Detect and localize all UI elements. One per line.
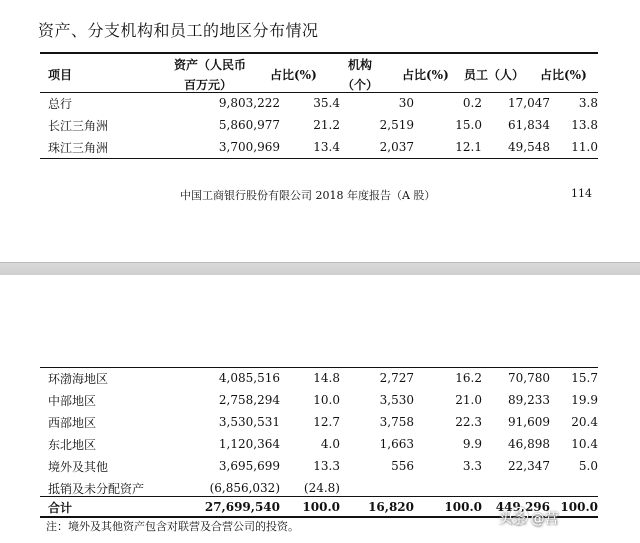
row-employees: 70,780 [508,371,550,385]
row-share2: 3.3 [462,459,482,473]
header-assets-line2: 百万元） [184,78,233,92]
header-branches-line1: 机构 [348,58,373,72]
total-assets: 27,699,540 [204,500,280,514]
row-assets: 2,758,294 [218,393,280,407]
report-footer: 中国工商银行股份有限公司 2018 年度报告（A 股） [180,189,436,202]
row-share3: 10.4 [571,437,598,451]
row-employees: 49,548 [508,140,550,154]
header-share1: 占比(%) [270,68,317,82]
table-row [40,114,598,136]
watermark: 头条 @营 [498,511,559,527]
row-share1: 21.2 [313,118,340,132]
table-top-end-rule [40,158,598,159]
table-top [40,92,598,158]
header-item: 项目 [48,68,73,82]
row-share2: 21.0 [455,393,482,407]
row-assets: 9,803,222 [218,96,280,110]
total-item: 合计 [48,500,73,515]
row-employees: 91,609 [508,415,550,429]
row-employees: 89,233 [508,393,550,407]
row-share2: 0.2 [462,96,482,110]
row-share2: 22.3 [455,415,482,429]
table-top-rule [40,52,598,54]
table-note: 注：境外及其他资产包含对联营及合营公司的投资。 [46,520,299,533]
table-row [40,92,598,114]
row-item: 中部地区 [48,393,97,408]
row-share1: 14.8 [313,371,340,385]
page-number: 114 [571,187,592,200]
row-branches: 2,727 [379,371,414,385]
row-share2: 12.1 [455,140,482,154]
row-share2: 15.0 [455,118,482,132]
table-row [40,433,598,455]
row-item: 珠江三角洲 [48,140,109,155]
table-row [40,367,598,389]
table-bottom [40,367,598,499]
header-assets-line1: 资产（人民币 [174,58,247,72]
row-share1: 10.0 [313,393,340,407]
row-share1: 4.0 [320,437,340,451]
row-share1: 35.4 [313,96,340,110]
table-header [40,56,598,94]
header-employees: 员工（人） [464,68,525,82]
row-share3: 15.7 [571,371,598,385]
row-item: 环渤海地区 [48,371,109,386]
total-employees: 449,296 [495,500,550,514]
row-employees: 61,834 [508,118,550,132]
table-row [40,411,598,433]
row-branches: 30 [398,96,414,110]
row-share3: 13.8 [571,118,598,132]
row-item: 境外及其他 [48,459,109,474]
page-title: 资产、分支机构和员工的地区分布情况 [38,21,319,40]
row-assets: 3,695,699 [218,459,280,473]
row-item: 总行 [48,96,73,111]
row-share3: 3.8 [578,96,598,110]
row-branches: 556 [391,459,414,473]
row-share3: 20.4 [571,415,598,429]
row-item: 东北地区 [48,437,97,452]
row-branches: 2,519 [379,118,414,132]
row-share2: 9.9 [462,437,482,451]
header-share3: 占比(%) [540,68,587,82]
page-top [0,0,640,262]
header-share2: 占比(%) [402,68,449,82]
total-share2: 100.0 [444,500,482,514]
table-row [40,389,598,411]
row-item: 西部地区 [48,415,97,430]
row-share1: (24.8) [303,481,340,495]
row-share3: 19.9 [571,393,598,407]
row-employees: 17,047 [508,96,550,110]
table-row [40,136,598,158]
row-share1: 13.4 [313,140,340,154]
row-branches: 1,663 [379,437,414,451]
row-assets: 3,700,969 [218,140,280,154]
row-share3: 5.0 [578,459,598,473]
row-assets: 5,860,977 [218,118,280,132]
header-branches-line2: （个） [342,78,379,92]
row-branches: 3,758 [379,415,414,429]
row-share1: 13.3 [313,459,340,473]
row-employees: 22,347 [508,459,550,473]
row-share1: 12.7 [313,415,340,429]
row-assets: 3,530,531 [218,415,280,429]
row-assets: (6,856,032) [209,481,280,495]
total-branches: 16,820 [368,500,414,514]
total-share3: 100.0 [560,500,598,514]
row-share2: 16.2 [455,371,482,385]
row-assets: 4,085,516 [218,371,280,385]
row-assets: 1,120,364 [218,437,280,451]
row-branches: 2,037 [379,140,414,154]
row-item: 抵销及未分配资产 [48,481,145,496]
row-item: 长江三角洲 [48,118,109,133]
total-share1: 100.0 [302,500,340,514]
row-share3: 11.0 [571,140,598,154]
row-employees: 46,898 [508,437,550,451]
table-row [40,455,598,477]
row-branches: 3,530 [379,393,414,407]
page-gap [0,262,640,276]
